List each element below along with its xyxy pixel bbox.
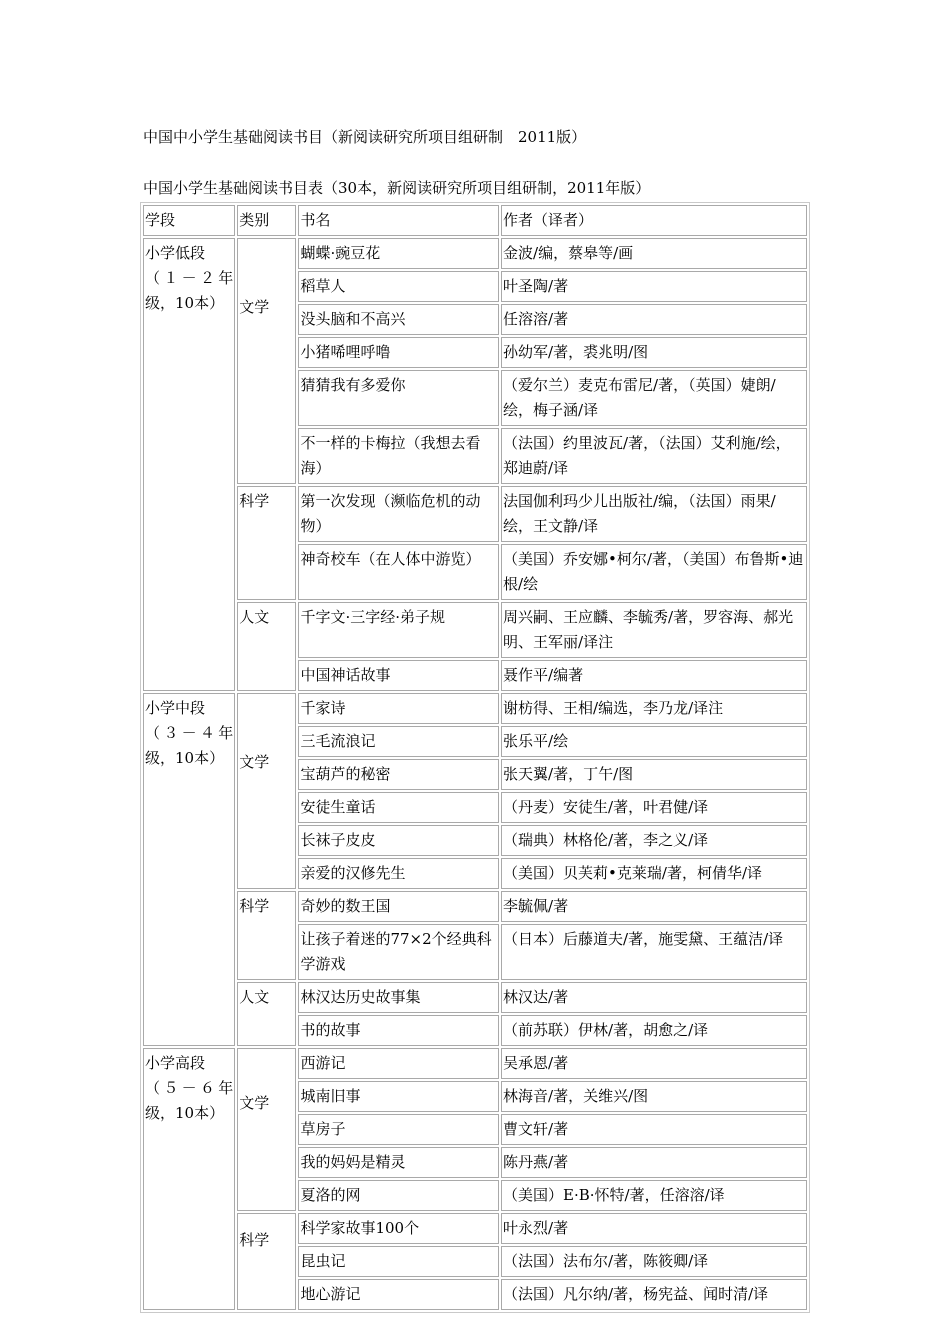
category-cell (237, 602, 296, 691)
stage-cell (143, 238, 235, 691)
stage-label-line: 小学中段 (145, 699, 206, 717)
book-title-cell: 城南旧事 (298, 1081, 499, 1112)
category-label: 科学 (239, 897, 270, 915)
category-cell (237, 693, 296, 889)
stage-label-line: 小学低段 (145, 244, 206, 262)
book-author-cell: 陈丹燕/著 (501, 1147, 807, 1178)
category-cell (237, 1048, 296, 1211)
book-title-cell: 猜猜我有多爱你 (298, 370, 499, 426)
category-label: 人文 (239, 608, 270, 626)
book-title-cell: 林汉达历史故事集 (298, 982, 499, 1013)
book-title-cell: 神奇校车（在人体中游览） (298, 544, 499, 600)
book-author-cell: 叶圣陶/著 (501, 271, 807, 302)
book-author-cell: （爱尔兰）麦克布雷尼/著，（英国）婕朗/绘，梅子涵/译 (501, 370, 807, 426)
stage-cell (143, 1048, 235, 1310)
reading-list-table (140, 202, 810, 1313)
book-author-cell: （法国）法布尔/著，陈筱卿/译 (501, 1246, 807, 1277)
book-title-cell: 地心游记 (298, 1279, 499, 1310)
book-author-cell: 谢枋得、王相/编选，李乃龙/译注 (501, 693, 807, 724)
book-title-cell: 宝葫芦的秘密 (298, 759, 499, 790)
book-author-cell: （法国）约里波瓦/著，（法国）艾利施/绘，郑迪蔚/译 (501, 428, 807, 484)
book-title-cell: 科学家故事100个 (298, 1213, 499, 1244)
table-row (143, 891, 807, 922)
book-author-cell: 林汉达/著 (501, 982, 807, 1013)
book-author-cell: 李毓佩/著 (501, 891, 807, 922)
book-author-cell: 张乐平/绘 (501, 726, 807, 757)
book-title-cell: 昆虫记 (298, 1246, 499, 1277)
stage-label-line: 级，10本） (145, 1104, 225, 1122)
book-author-cell: 曹文轩/著 (501, 1114, 807, 1145)
book-title-cell: 让孩子着迷的77×2个经典科学游戏 (298, 924, 499, 980)
stage-label-line: （５－６年 (145, 1079, 234, 1097)
book-title-cell: 三毛流浪记 (298, 726, 499, 757)
category-label: 科学 (239, 1231, 270, 1249)
stage-label-line: （３－４年 (145, 724, 234, 742)
category-cell (237, 1213, 296, 1310)
category-label: 人文 (239, 988, 270, 1006)
book-author-cell: 法国伽利玛少儿出版社/编，（法国）雨果/绘，王文静/译 (501, 486, 807, 542)
table-header-row (143, 205, 807, 236)
book-title-cell: 草房子 (298, 1114, 499, 1145)
table-title: 中国小学生基础阅读书目表（30本，新阅读研究所项目组研制，2011年版） (143, 179, 651, 197)
table-row (143, 238, 807, 269)
book-author-cell: （美国）E·B·怀特/著，任溶溶/译 (501, 1180, 807, 1211)
book-author-cell: （前苏联）伊林/著，胡愈之/译 (501, 1015, 807, 1046)
book-title-cell: 奇妙的数王国 (298, 891, 499, 922)
book-author-cell: 任溶溶/著 (501, 304, 807, 335)
table-row (143, 486, 807, 542)
book-author-cell: （瑞典）林格伦/著，李之义/译 (501, 825, 807, 856)
book-title-cell: 第一次发现（濒临危机的动物） (298, 486, 499, 542)
table-row (143, 1213, 807, 1244)
book-author-cell: 叶永烈/著 (501, 1213, 807, 1244)
book-author-cell: （美国）贝芙莉•克莱瑞/著，柯倩华/译 (501, 858, 807, 889)
book-title-cell: 稻草人 (298, 271, 499, 302)
category-cell (237, 891, 296, 980)
book-author-cell: （法国）凡尔纳/著，杨宪益、闻时清/译 (501, 1279, 807, 1310)
header-title: 书名 (298, 205, 499, 236)
stage-label (145, 241, 233, 316)
stage-label-line: 级，10本） (145, 749, 225, 767)
category-cell (237, 982, 296, 1046)
table-row (143, 1048, 807, 1079)
book-title-cell: 千字文·三字经·弟子规 (298, 602, 499, 658)
category-label: 文学 (239, 753, 270, 771)
table-row (143, 602, 807, 658)
stage-label-line: （１－２年 (145, 269, 234, 287)
stage-cell (143, 693, 235, 1046)
book-author-cell: （丹麦）安徒生/著，叶君健/译 (501, 792, 807, 823)
book-author-cell: （日本）后藤道夫/著，施雯黛、王蕴洁/译 (501, 924, 807, 980)
book-title-cell: 安徒生童话 (298, 792, 499, 823)
book-title-cell: 不一样的卡梅拉（我想去看海） (298, 428, 499, 484)
book-title-cell: 中国神话故事 (298, 660, 499, 691)
category-label: 科学 (239, 492, 270, 510)
book-title-cell: 夏洛的网 (298, 1180, 499, 1211)
category-label: 文学 (239, 1094, 270, 1112)
book-title-cell: 亲爱的汉修先生 (298, 858, 499, 889)
category-cell (237, 486, 296, 600)
stage-label (145, 696, 233, 771)
header-stage: 学段 (143, 205, 235, 236)
book-author-cell: 吴承恩/著 (501, 1048, 807, 1079)
book-author-cell: 聂作平/编著 (501, 660, 807, 691)
book-title-cell: 我的妈妈是精灵 (298, 1147, 499, 1178)
book-title-cell: 千家诗 (298, 693, 499, 724)
book-author-cell: （美国）乔安娜•柯尔/著，（美国）布鲁斯•迪根/绘 (501, 544, 807, 600)
document-title: 中国中小学生基础阅读书目（新阅读研究所项目组研制 2011版） (143, 128, 587, 146)
category-cell (237, 238, 296, 484)
book-author-cell: 张天翼/著，丁午/图 (501, 759, 807, 790)
category-label: 文学 (239, 298, 270, 316)
table-row (143, 693, 807, 724)
book-title-cell: 书的故事 (298, 1015, 499, 1046)
book-title-cell: 长袜子皮皮 (298, 825, 499, 856)
stage-label (145, 1051, 233, 1126)
header-author: 作者（译者） (501, 205, 807, 236)
stage-label-line: 小学高段 (145, 1054, 206, 1072)
book-title-cell: 小猪唏哩呼噜 (298, 337, 499, 368)
book-author-cell: 周兴嗣、王应麟、李毓秀/著，罗容海、郝光明、王军丽/译注 (501, 602, 807, 658)
stage-label-line: 级，10本） (145, 294, 225, 312)
book-author-cell: 林海音/著，关维兴/图 (501, 1081, 807, 1112)
header-category: 类别 (237, 205, 296, 236)
table-row (143, 982, 807, 1013)
book-title-cell: 西游记 (298, 1048, 499, 1079)
book-title-cell: 没头脑和不高兴 (298, 304, 499, 335)
book-title-cell: 蝴蝶·豌豆花 (298, 238, 499, 269)
book-author-cell: 金波/编，蔡皋等/画 (501, 238, 807, 269)
table-body (143, 238, 807, 1310)
book-author-cell: 孙幼军/著，裘兆明/图 (501, 337, 807, 368)
